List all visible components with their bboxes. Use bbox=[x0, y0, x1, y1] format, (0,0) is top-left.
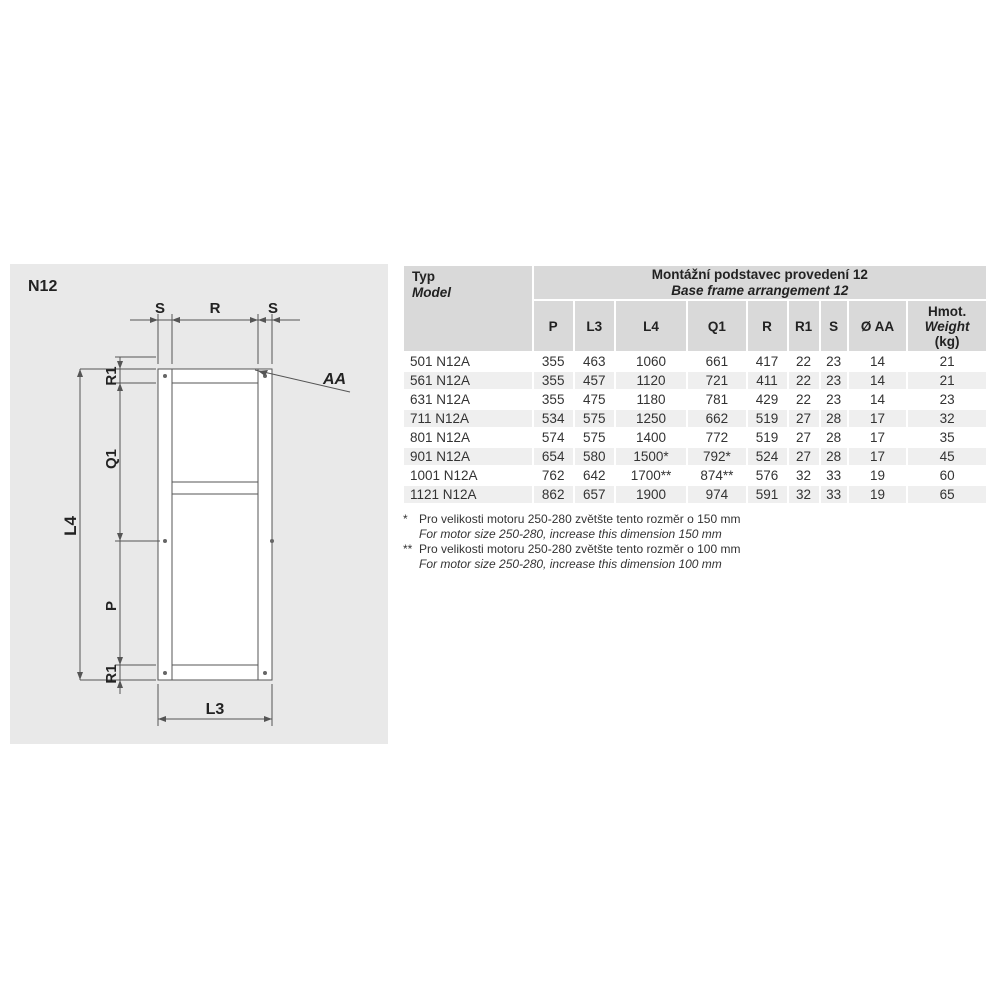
footnote: * Pro velikosti motoru 250-280 zvětšte tento rozměr o 150 mm For motor size 250-280, increase this dimension 150 mm bbox=[403, 512, 741, 541]
column-header-r: R bbox=[748, 301, 787, 351]
table-row: 501 N12A 355 463 1060 661 417 22 23 14 21 bbox=[410, 354, 955, 369]
dim-s-right-label: S bbox=[267, 300, 279, 317]
column-header-l3: L3 bbox=[575, 301, 614, 351]
column-header-r1: R1 bbox=[789, 301, 819, 351]
table-row: 801 N12A 574 575 1400 772 519 27 28 17 35 bbox=[410, 430, 955, 445]
column-header-q1: Q1 bbox=[688, 301, 745, 351]
column-header-l4: L4 bbox=[616, 301, 686, 351]
footnote: ** Pro velikosti motoru 250-280 zvětšte tento rozměr o 100 mm For motor size 250-280, increase this dimension 100 mm bbox=[403, 542, 741, 571]
frame-outline bbox=[158, 369, 272, 680]
dimensions-table bbox=[402, 264, 988, 505]
table-row: 1121 N12A 862 657 1900 974 591 32 33 19 65 bbox=[404, 486, 986, 503]
dim-aa-label: AA bbox=[323, 371, 347, 388]
dim-p-label: P bbox=[103, 600, 120, 612]
dim-l3-label: L3 bbox=[205, 701, 225, 718]
column-header-s: S bbox=[821, 301, 847, 351]
footnotes bbox=[403, 512, 740, 572]
dim-r1-top-label: R1 bbox=[103, 366, 120, 386]
column-header-weight: Hmot. Weight (kg) bbox=[908, 301, 986, 351]
table-row: 561 N12A 355 457 1120 721 411 22 23 14 21 bbox=[404, 372, 986, 389]
dim-r-label: R bbox=[209, 300, 221, 317]
column-header-p: P bbox=[534, 301, 573, 351]
model-column-header: Typ Model bbox=[404, 266, 532, 351]
dim-q1-label: Q1 bbox=[103, 448, 120, 470]
table-row: 711 N12A 534 575 1250 662 519 27 28 17 32 bbox=[404, 410, 986, 427]
table-row: 1001 N12A 762 642 1700** 874** 576 32 33 19 60 bbox=[410, 468, 955, 483]
table-title: Montážní podstavec provedení 12 Base frame arrangement 12 bbox=[534, 266, 986, 299]
dim-s-left-label: S bbox=[154, 300, 166, 317]
column-header-aa: Ø AA bbox=[849, 301, 907, 351]
table-row: 631 N12A 355 475 1180 781 429 22 23 14 23 bbox=[410, 392, 955, 407]
drawing-label: N12 bbox=[28, 278, 58, 295]
dim-r1-bottom-label: R1 bbox=[103, 664, 120, 684]
base-frame-drawing bbox=[10, 264, 388, 744]
table-row: 901 N12A 654 580 1500* 792* 524 27 28 17 45 bbox=[404, 448, 986, 465]
dim-l4-label: L4 bbox=[61, 516, 80, 536]
drawing-panel bbox=[10, 264, 388, 744]
